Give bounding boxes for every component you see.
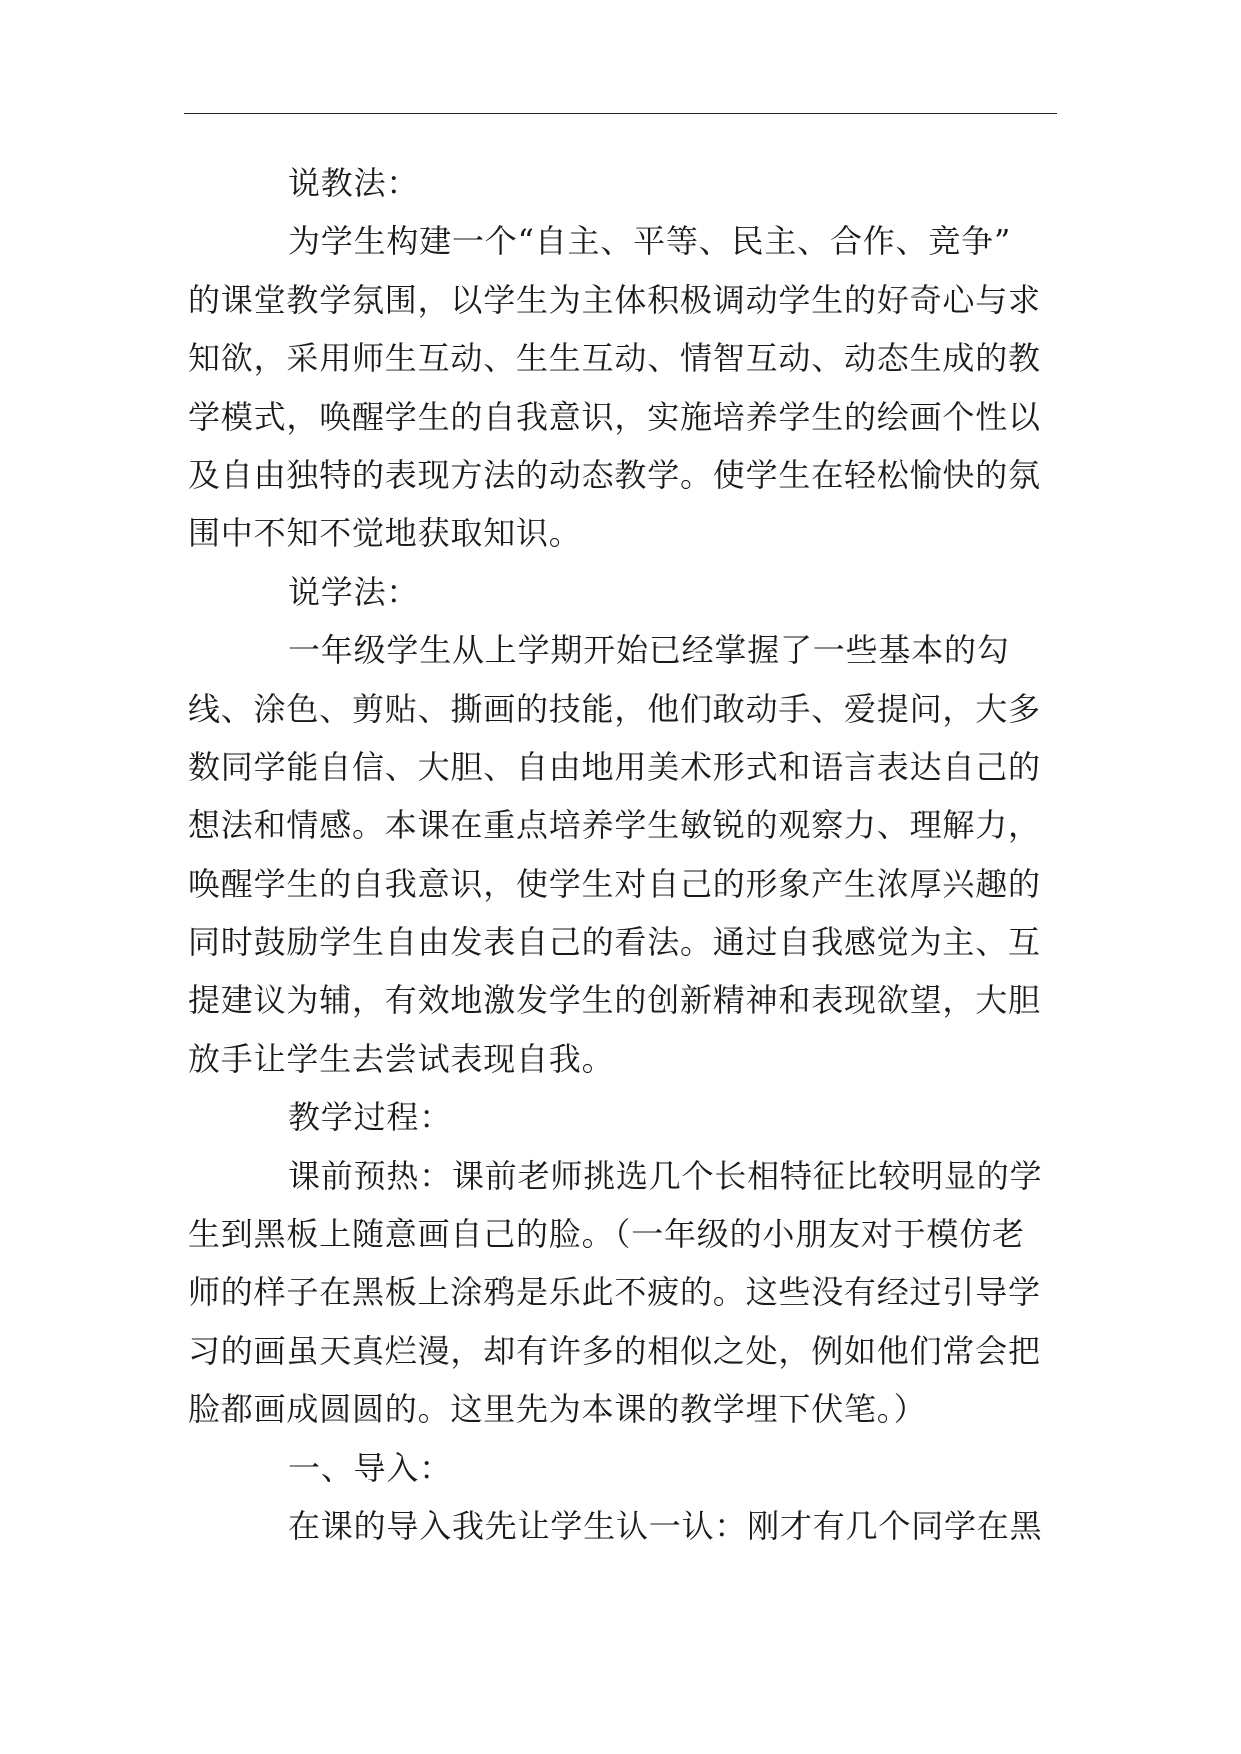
paragraph-line: 师的样子在黑板上涂鸦是乐此不疲的。这些没有经过引导学 <box>188 1273 1041 1312</box>
heading-teaching-process: 教学过程： <box>288 1098 453 1137</box>
paragraph-line: 同时鼓励学生自由发表自己的看法。通过自我感觉为主、互 <box>188 923 1041 962</box>
paragraph-line: 一年级学生从上学期开始已经掌握了一些基本的勾 <box>288 631 1010 670</box>
paragraph-line: 围中不知不觉地获取知识。 <box>188 514 582 553</box>
paragraph-line: 为学生构建一个“自主、平等、民主、合作、竞争” <box>288 222 1012 261</box>
paragraph-line: 数同学能自信、大胆、自由地用美术形式和语言表达自己的 <box>188 747 1041 786</box>
paragraph-line: 脸都画成圆圆的。这里先为本课的教学埋下伏笔。） <box>188 1390 927 1429</box>
paragraph-line: 课前预热：课前老师挑选几个长相特征比较明显的学 <box>288 1156 1043 1195</box>
paragraph-line: 唤醒学生的自我意识，使学生对自己的形象产生浓厚兴趣的 <box>188 864 1041 903</box>
heading-learning-method: 说学法： <box>288 572 420 611</box>
paragraph-line: 线、涂色、剪贴、撕画的技能，他们敢动手、爱提问，大多 <box>188 689 1041 728</box>
paragraph-line: 在课的导入我先让学生认一认：刚才有几个同学在黑 <box>288 1506 1043 1545</box>
paragraph-line: 知欲，采用师生互动、生生互动、情智互动、动态生成的教 <box>188 339 1041 378</box>
paragraph-line: 放手让学生去尝试表现自我。 <box>188 1039 615 1078</box>
heading-teaching-method: 说教法： <box>288 164 420 202</box>
paragraph-line: 学模式，唤醒学生的自我意识，实施培养学生的绘画个性以 <box>188 397 1041 436</box>
document-body <box>188 154 1054 1555</box>
paragraph-line: 习的画虽天真烂漫，却有许多的相似之处，例如他们常会把 <box>188 1331 1041 1370</box>
paragraph-line: 的课堂教学氛围，以学生为主体积极调动学生的好奇心与求 <box>188 280 1041 319</box>
paragraph-line: 提建议为辅，有效地激发学生的创新精神和表现欲望，大胆 <box>188 981 1041 1020</box>
header-rule <box>184 113 1057 114</box>
paragraph-line: 及自由独特的表现方法的动态教学。使学生在轻松愉快的氛 <box>188 455 1041 494</box>
paragraph-line: 生到黑板上随意画自己的脸。（一年级的小朋友对于模仿老 <box>188 1215 1025 1254</box>
heading-introduction: 一、导入： <box>288 1448 453 1487</box>
paragraph-line: 想法和情感。本课在重点培养学生敏锐的观察力、理解力， <box>188 806 1041 845</box>
